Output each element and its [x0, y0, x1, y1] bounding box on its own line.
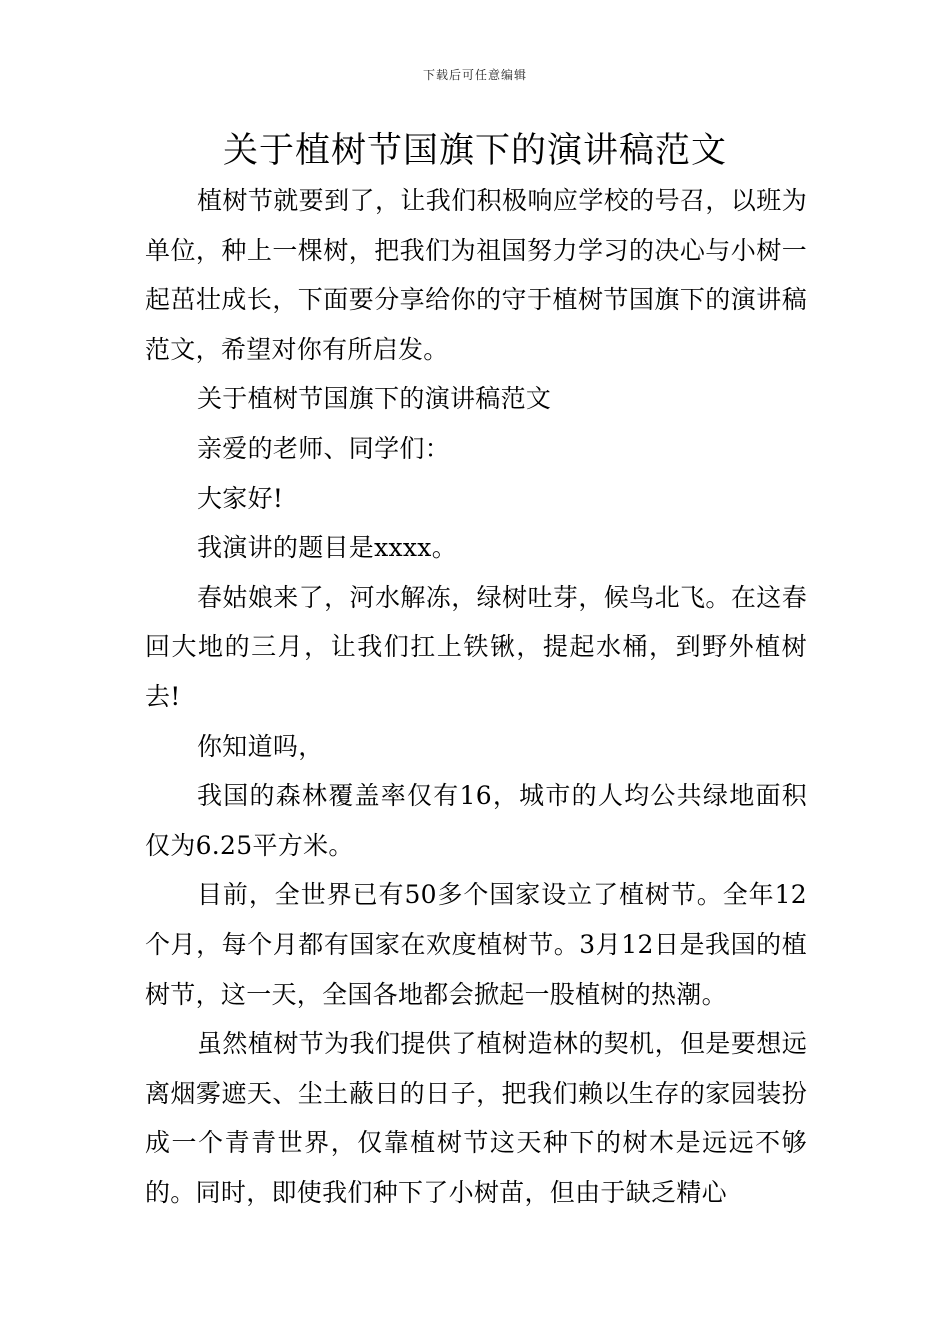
paragraph: 亲爱的老师、同学们： — [197, 433, 451, 463]
document-body — [145, 176, 807, 1217]
paragraph: 关于植树节国旗下的演讲稿范文 — [197, 384, 552, 414]
paragraph: 大家好! — [197, 483, 284, 513]
paragraph: 目前，全世界已有50多个国家设立了植树节。全年12个月，每个月都有国家在欢度植树节。3月12日是我国的植树节，这一天，全国各地都会掀起一股植树的热潮。 — [145, 880, 807, 1009]
paragraph: 虽然植树节为我们提供了植树造林的契机，但是要想远离烟雾遮天、尘土蔽日的日子，把我们赖以生存的家园装扮成一个青青世界，仅靠植树节这天种下的树木是远远不够的。同时，即使我们种下了小树苗，但由于缺乏精心 — [145, 1029, 807, 1207]
document-title: 关于植树节国旗下的演讲稿范文 — [222, 131, 727, 171]
paragraph: 我国的森林覆盖率仅有16，城市的人均公共绿地面积仅为6.25平方米。 — [145, 781, 807, 860]
paragraph: 植树节就要到了，让我们积极响应学校的号召，以班为单位，种上一棵树，把我们为祖国努力学习的决心与小树一起茁壮成长，下面要分享给你的守于植树节国旗下的演讲稿范文，希望对你有所启发。 — [145, 186, 807, 364]
header-note: 下载后可任意编辑 — [422, 68, 527, 82]
paragraph: 我演讲的题目是xxxx。 — [197, 533, 457, 563]
paragraph: 你知道吗， — [197, 731, 324, 761]
paragraph: 春姑娘来了，河水解冻，绿树吐芽，候鸟北飞。在这春回大地的三月，让我们扛上铁锹，提起水桶，到野外植树去! — [145, 582, 807, 711]
